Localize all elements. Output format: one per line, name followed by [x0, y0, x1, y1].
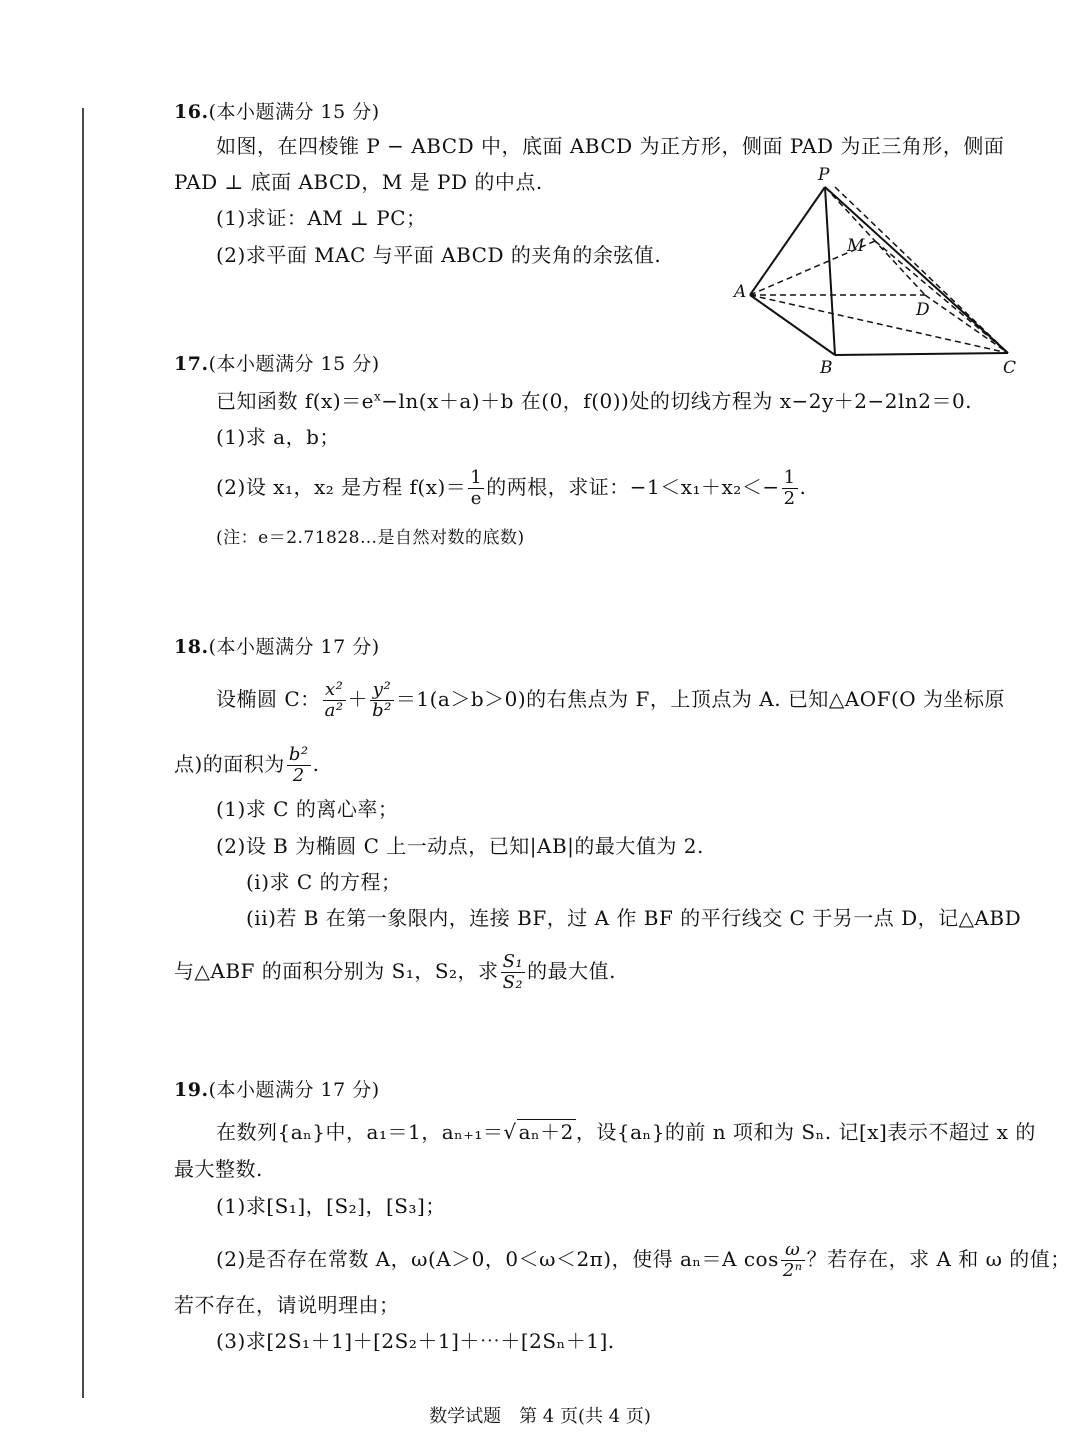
- q19-sqrt-body: aₙ＋2: [518, 1120, 574, 1144]
- q18-part1: (1)求 C 的离心率；: [216, 797, 399, 821]
- q17-stem-pre: 已知函数 f(x)＝e: [216, 389, 374, 413]
- q16-stem-b: PAD ⊥ 底面 ABCD，M 是 PD 的中点.: [174, 170, 543, 194]
- label-D: D: [916, 300, 930, 320]
- q18-frac-area: [287, 745, 311, 786]
- q16-stem-a: 如图，在四棱锥 P − ABCD 中，底面 ABCD 为正方形，侧面 PAD 为正三角形，侧面: [216, 134, 1005, 158]
- frac-denominator: 2ⁿ: [782, 1260, 803, 1281]
- q18-area-end: .: [312, 752, 320, 776]
- frac-denominator: S₂: [502, 972, 524, 993]
- frac-numerator: S₁: [502, 951, 524, 972]
- q18-stem-post: ＝1(a＞b＞0)的右焦点为 F，上顶点为 A. 已知△AOF(O 为坐标原: [395, 687, 1006, 711]
- label-M: M: [847, 236, 865, 256]
- q17-frac-1-over-e: [468, 468, 484, 509]
- q19-stem: [216, 1118, 1036, 1146]
- q19-frac-omega: [781, 1240, 805, 1281]
- q18-area-pre: 点)的面积为: [174, 752, 285, 776]
- margin-line: [82, 108, 84, 1398]
- q17-part2-mid: 的两根，求证：−1＜x₁＋x₂＜−: [486, 475, 780, 499]
- q17-note: (注：e＝2.71828…是自然对数的底数): [216, 528, 525, 548]
- frac-numerator: x²: [323, 680, 346, 701]
- pyramid-figure: [730, 165, 1030, 380]
- q16-score: (本小题满分 15 分): [208, 101, 380, 123]
- q18-part2: (2)设 B 为椭圆 C 上一动点，已知|AB|的最大值为 2.: [216, 834, 704, 858]
- q17-score: (本小题满分 15 分): [208, 353, 380, 375]
- frac-numerator: b²: [288, 744, 309, 765]
- q19-stem-pre: 在数列{aₙ}中，a₁＝1，aₙ₊₁＝: [216, 1120, 504, 1144]
- q19-number: 19.: [174, 1079, 209, 1101]
- sqrt-sign: √: [503, 1120, 517, 1144]
- q18-stem-pre: 设椭圆 C：: [216, 687, 321, 711]
- label-A: A: [734, 282, 747, 302]
- edge-AC: [750, 295, 1008, 353]
- label-B: B: [820, 358, 833, 378]
- edge-BC: [835, 353, 1008, 355]
- q17-frac-1-over-2: [782, 468, 798, 509]
- frac-numerator: y²: [370, 680, 394, 701]
- q18-part2-ii-b: [174, 952, 616, 993]
- q19-part2-b: 若不存在，请说明理由；: [174, 1293, 400, 1317]
- label-C: C: [1003, 358, 1017, 378]
- q17-part2: [216, 468, 806, 509]
- q19-part1: (1)求[S₁]，[S₂]，[S₃]；: [216, 1194, 446, 1218]
- q19-part2-post: ？若存在，求 A 和 ω 的值；: [806, 1247, 1071, 1271]
- q17-stem-sup: x: [373, 389, 382, 404]
- q18-part2-ii-b-pre: 与△ABF 的面积分别为 S₁，S₂，求: [174, 959, 499, 983]
- frac-denominator: 2: [783, 488, 796, 509]
- edge-PB: [825, 187, 835, 355]
- frac-numerator: ω: [781, 1240, 805, 1261]
- page-footer: 数学试题 第 4 页(共 4 页): [429, 1406, 651, 1427]
- q17-header: [174, 350, 380, 378]
- q18-number: 18.: [174, 636, 209, 658]
- q18-frac-x: [323, 680, 346, 721]
- q19-part2-pre: (2)是否存在常数 A，ω(A＞0，0＜ω＜2π)，使得 aₙ＝A cos: [216, 1247, 779, 1271]
- q18-part2-i: (i)求 C 的方程；: [246, 870, 402, 894]
- q17-stem-post: −ln(x＋a)＋b 在(0，f(0))处的切线方程为 x−2y＋2−2ln2＝0.: [381, 389, 973, 413]
- frac-numerator: 1: [470, 467, 483, 488]
- q17-number: 17.: [174, 353, 209, 375]
- q18-stem: [216, 680, 1005, 721]
- q17-stem: [216, 387, 972, 415]
- q16-part1: (1)求证：AM ⊥ PC；: [216, 206, 427, 230]
- frac-denominator: a²: [324, 700, 344, 721]
- q18-part2-ii-b-end: 的最大值.: [527, 959, 616, 983]
- frac-denominator: b²: [372, 700, 392, 721]
- q17-part2-pre: (2)设 x₁，x₂ 是方程 f(x)＝: [216, 475, 467, 499]
- edge-aux: [835, 187, 1008, 353]
- q18-frac-y: [370, 680, 394, 721]
- frac-denominator: e: [470, 488, 482, 509]
- q18-part2-ii: (ii)若 B 在第一象限内，连接 BF，过 A 作 BF 的平行线交 C 于另一点 D，记△ABD: [246, 906, 1022, 930]
- q19-score: (本小题满分 17 分): [208, 1079, 380, 1101]
- q18-plus: ＋: [347, 687, 369, 711]
- q19-stem-b: 最大整数.: [174, 1157, 263, 1181]
- q17-part1: (1)求 a，b；: [216, 425, 340, 449]
- label-P: P: [818, 165, 830, 185]
- q18-frac-ratio: [501, 952, 526, 993]
- q17-part2-end: .: [799, 475, 807, 499]
- q19-header: [174, 1076, 380, 1104]
- frac-denominator: 2: [292, 765, 305, 786]
- q19-part3: (3)求[2S₁＋1]＋[2S₂＋1]＋⋯＋[2Sₙ＋1].: [216, 1329, 615, 1353]
- frac-numerator: 1: [783, 467, 796, 488]
- edge-PC: [825, 187, 1008, 353]
- q18-header: [174, 633, 380, 661]
- q19-part2: [216, 1240, 1071, 1281]
- q16-part2: (2)求平面 MAC 与平面 ABCD 的夹角的余弦值.: [216, 243, 662, 267]
- q16-header: [174, 98, 380, 126]
- q18-area: [174, 745, 319, 786]
- q16-number: 16.: [174, 101, 209, 123]
- q18-score: (本小题满分 17 分): [208, 636, 380, 658]
- q19-stem-post: ，设{aₙ}的前 n 项和为 Sₙ. 记[x]表示不超过 x 的: [575, 1120, 1036, 1144]
